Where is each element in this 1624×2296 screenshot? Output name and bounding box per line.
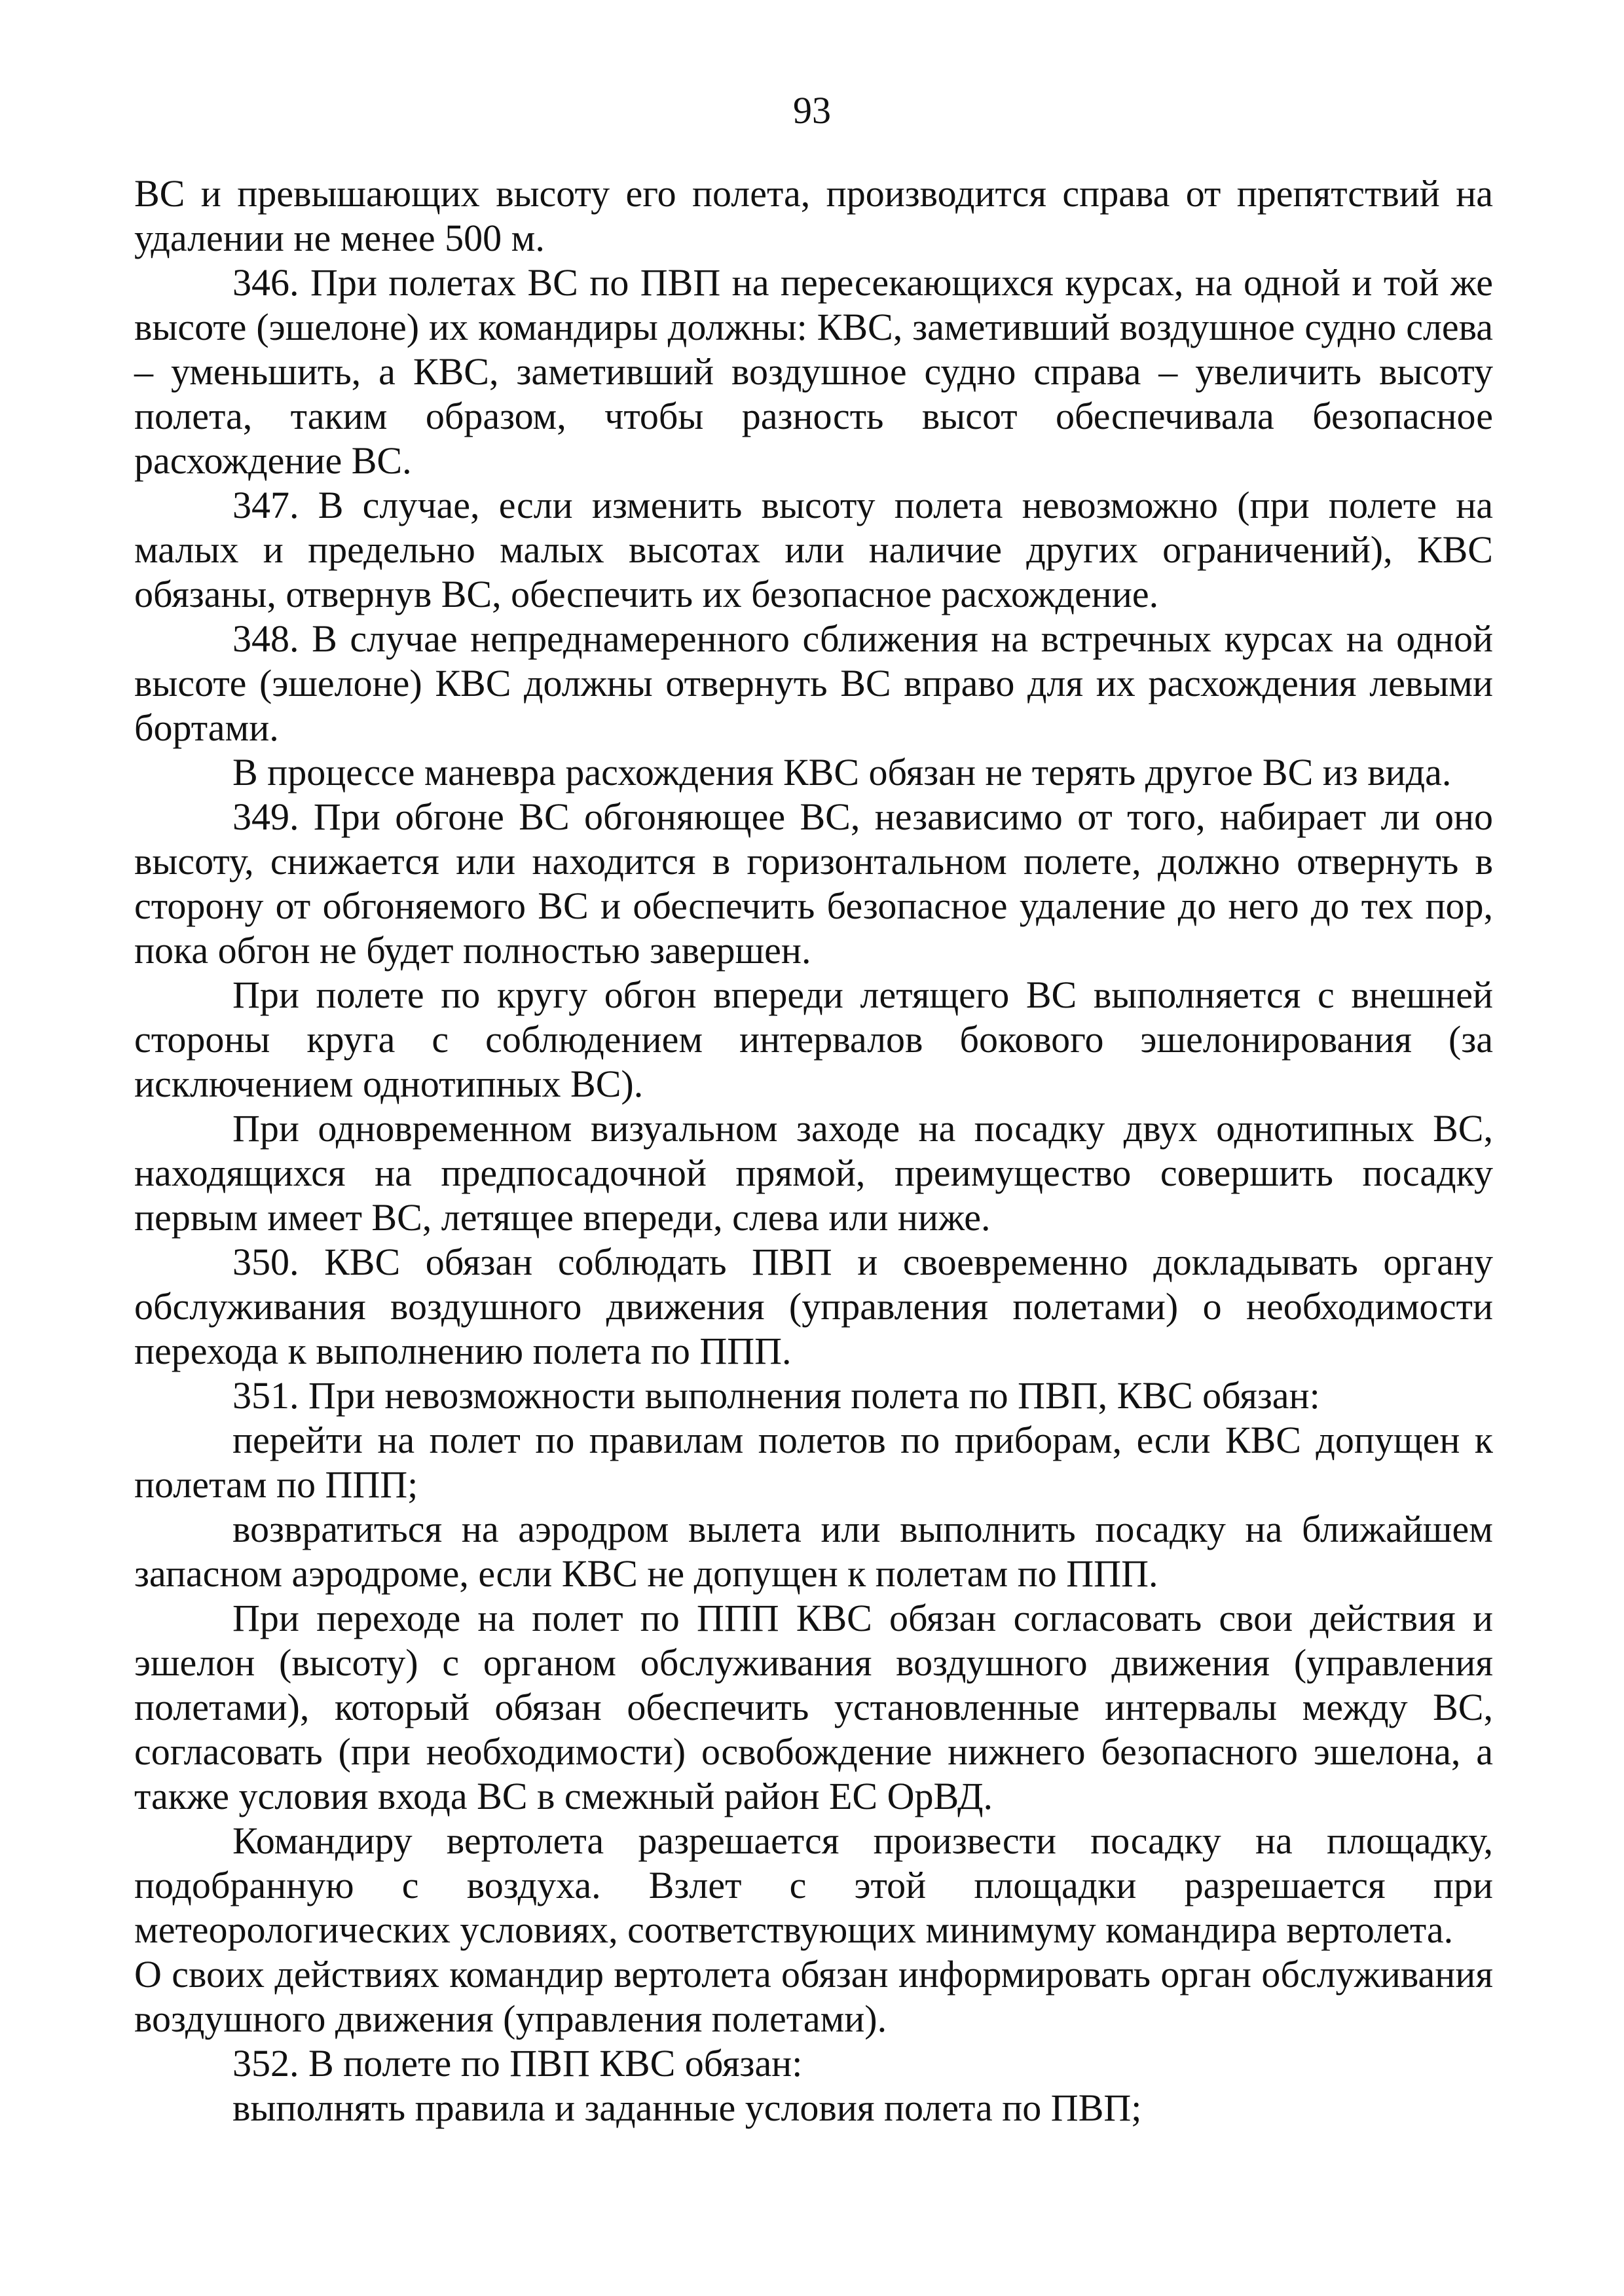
paragraph-351-item-1: перейти на полет по правилам полетов по приборам, если КВС допущен к полетам по ППП; <box>134 1419 1493 1506</box>
paragraph-351-item-2: возвратиться на аэродром вылета или выполнить посадку на ближайшем запасном аэродроме, если КВС не допущен к полетам по ППП. <box>134 1508 1493 1595</box>
paragraph-349-landing: При одновременном визуальном заходе на посадку двух однотипных ВС, находящихся на предпосадочной прямой, преимущество совершить посадку первым имеет ВС, летящее впереди, слева или ниже. <box>134 1107 1493 1239</box>
paragraph-continuation: ВС и превышающих высоту его полета, производится справа от препятствий на удалении не менее 500 м. <box>134 172 1493 259</box>
paragraph-351-transition: При переходе на полет по ППП КВС обязан согласовать свои действия и эшелон (высоту) с органом обслуживания воздушного движения (управления полетами), который обязан обеспечить установленные интервалы между ВС, согласовать (при необходимости) освобождение нижнего безопасного эшелона, а также условия входа ВС в смежный район ЕС ОрВД. <box>134 1597 1493 1817</box>
paragraph-349-circuit: При полете по кругу обгон впереди летящего ВС выполняется с внешней стороны круга с соблюдением интервалов бокового эшелонирования (за исключением однотипных ВС). <box>134 974 1493 1105</box>
paragraph-351-helicopter: Командиру вертолета разрешается произвести посадку на площадку, подобранную с воздуха. Взлет с этой площадки разрешается при метеорологических условиях, соответствующих минимуму командира вертолета. <box>134 1819 1493 1951</box>
paragraph-349: 349. При обгоне ВС обгоняющее ВС, независимо от того, набирает ли оно высоту, снижается или находится в горизонтальном полете, должно отвернуть в сторону от обгоняемого ВС и обеспечить безопасное удаление до него до тех пор, пока обгон не будет полностью завершен. <box>134 795 1493 972</box>
paragraph-347: 347. В случае, если изменить высоту полета невозможно (при полете на малых и предельно малых высотах или наличие других ограничений), КВС обязаны, отвернув ВС, обеспечить их безопасное расхождение. <box>134 484 1493 615</box>
paragraph-348: 348. В случае непреднамеренного сближения на встречных курсах на одной высоте (эшелоне) КВС должны отвернуть ВС вправо для их расхождения левыми бортами. <box>134 617 1493 749</box>
paragraph-352: 352. В полете по ПВП КВС обязан: <box>232 2042 803 2085</box>
page-number: 93 <box>793 89 831 132</box>
paragraph-346: 346. При полетах ВС по ПВП на пересекающихся курсах, на одной и той же высоте (эшелоне) их командиры должны: КВС, заметивший воздушное судно слева – уменьшить, а КВС, заметивший воздушное судно справа – увеличить высоту полета, таким образом, чтобы разность высот обеспечивала безопасное расхождение ВС. <box>134 261 1493 482</box>
paragraph-352-item-1: выполнять правила и заданные условия полета по ПВП; <box>232 2086 1142 2129</box>
paragraph-350: 350. КВС обязан соблюдать ПВП и своевременно докладывать органу обслуживания воздушного движения (управления полетами) о необходимости перехода к выполнению полета по ППП. <box>134 1241 1493 1372</box>
paragraph-351: 351. При невозможности выполнения полета по ПВП, КВС обязан: <box>232 1374 1320 1417</box>
paragraph-351-inform: О своих действиях командир вертолета обязан информировать орган обслуживания воздушного движения (управления полетами). <box>134 1953 1493 2040</box>
body-text <box>134 172 1493 2130</box>
paragraph-348-maneuver: В процессе маневра расхождения КВС обязан не терять другое ВС из вида. <box>232 751 1452 793</box>
